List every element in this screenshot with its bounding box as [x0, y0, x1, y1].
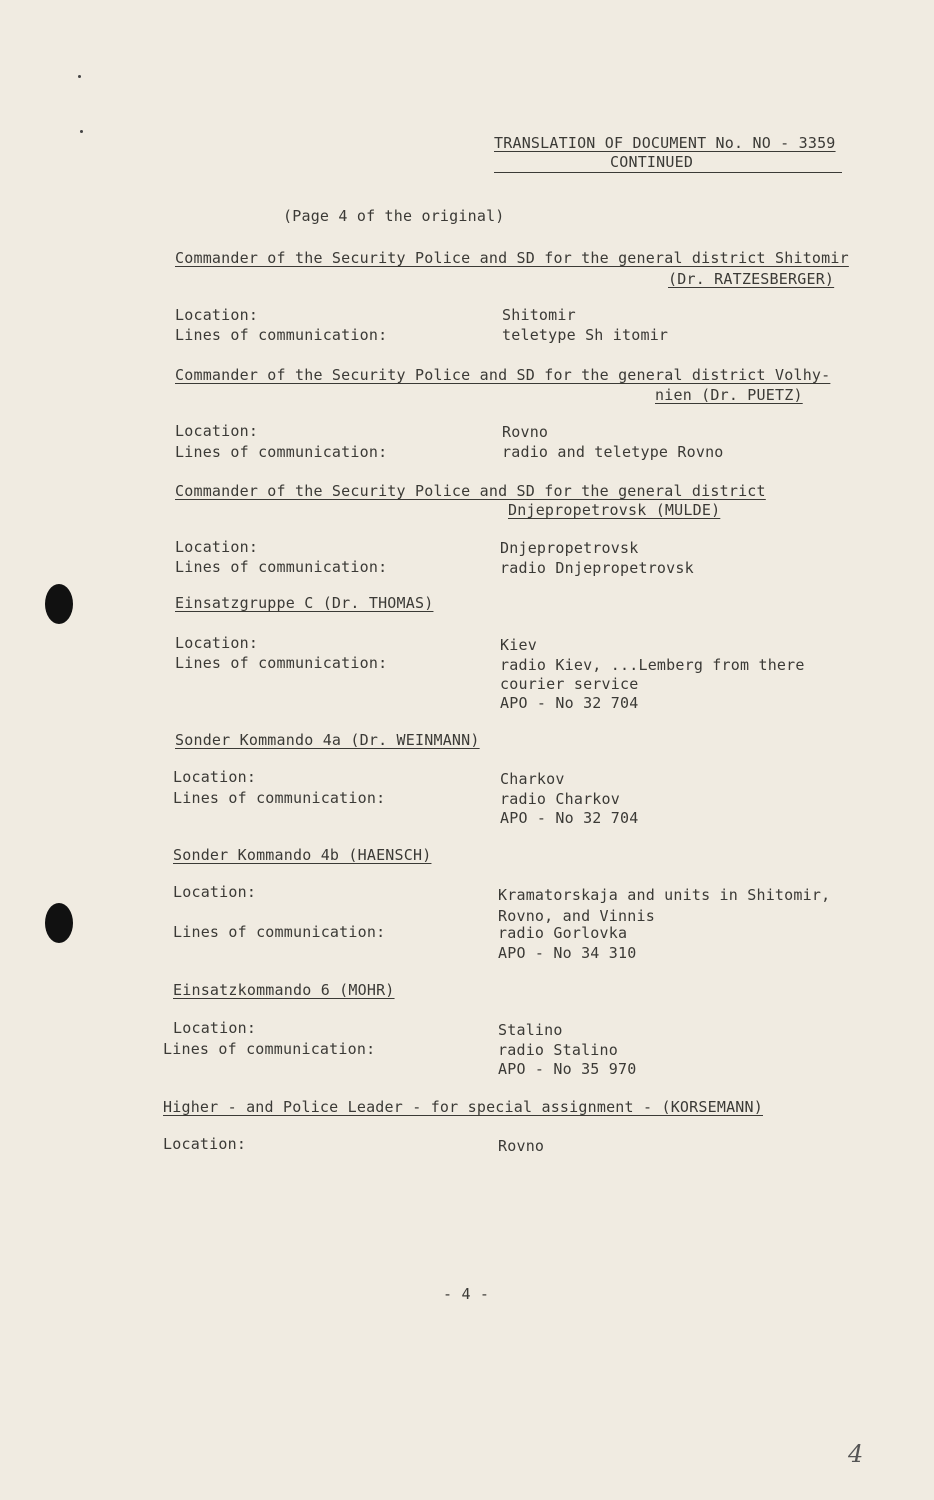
location-value: Charkov: [500, 770, 565, 788]
page-number: - 4 -: [443, 1285, 490, 1303]
location-value: Dnjepropetrovsk: [500, 539, 639, 557]
communication-value: radio Stalino: [498, 1041, 618, 1059]
communication-value: radio Charkov: [500, 790, 620, 808]
communication-value: radio Kiev, ...Lemberg from there: [500, 656, 805, 674]
location-label: Location:: [175, 422, 259, 440]
section-heading: Sonder Kommando 4a (Dr. WEINMANN): [175, 731, 480, 749]
location-label: Location:: [173, 768, 257, 786]
section-heading: Commander of the Security Police and SD for the general district Volhy-: [175, 366, 831, 384]
speck: [80, 130, 83, 133]
location-label: Location:: [173, 883, 257, 901]
communication-value: radio Dnjepropetrovsk: [500, 559, 694, 577]
speck: [78, 75, 81, 78]
section-heading: Higher - and Police Leader - for special assignment - (KORSEMANN): [163, 1098, 763, 1116]
section-heading: Einsatzgruppe C (Dr. THOMAS): [175, 594, 434, 612]
section-heading: Einsatzkommando 6 (MOHR): [173, 981, 395, 999]
location-label: Location:: [175, 306, 259, 324]
communication-label: Lines of communication:: [175, 558, 388, 576]
section-heading-name: nien (Dr. PUETZ): [655, 386, 803, 404]
location-label: Location:: [175, 538, 259, 556]
header-continued: CONTINUED: [610, 153, 694, 171]
communication-label: Lines of communication:: [163, 1040, 376, 1058]
location-value-line2: Rovno, and Vinnis: [498, 907, 655, 925]
communication-label: Lines of communication:: [175, 326, 388, 344]
header-title: TRANSLATION OF DOCUMENT No. NO - 3359: [494, 134, 836, 152]
location-value: Shitomir: [502, 306, 576, 324]
apo-number: APO - No 32 704: [500, 694, 639, 712]
communication-label: Lines of communication:: [175, 443, 388, 461]
apo-number: APO - No 35 970: [498, 1060, 637, 1078]
communication-value: radio and teletype Rovno: [502, 443, 724, 461]
section-heading: Sonder Kommando 4b (HAENSCH): [173, 846, 432, 864]
section-heading-name: (Dr. RATZESBERGER): [668, 270, 835, 288]
handwritten-page-number: 4: [848, 1440, 864, 1468]
punch-hole: [45, 903, 73, 943]
location-value: Rovno: [502, 423, 549, 441]
location-label: Location:: [163, 1135, 247, 1153]
apo-number: APO - No 34 310: [498, 944, 637, 962]
section-heading: Commander of the Security Police and SD for the general district: [175, 482, 766, 500]
communication-label: Lines of communication:: [173, 923, 386, 941]
header-rule: [494, 172, 842, 173]
communication-value-line2: courier service: [500, 675, 639, 693]
location-value: Kramatorskaja and units in Shitomir,: [498, 886, 831, 904]
location-value: Rovno: [498, 1137, 545, 1155]
punch-hole: [45, 584, 73, 624]
location-label: Location:: [173, 1019, 257, 1037]
location-label: Location:: [175, 634, 259, 652]
apo-number: APO - No 32 704: [500, 809, 639, 827]
section-heading: Commander of the Security Police and SD for the general district Shitomir: [175, 249, 849, 267]
location-value: Stalino: [498, 1021, 563, 1039]
communication-label: Lines of communication:: [175, 654, 388, 672]
communication-label: Lines of communication:: [173, 789, 386, 807]
communication-value: teletype Sh itomir: [502, 326, 669, 344]
section-heading-name: Dnjepropetrovsk (MULDE): [508, 501, 721, 519]
location-value: Kiev: [500, 636, 537, 654]
page-note: (Page 4 of the original): [283, 207, 505, 225]
communication-value: radio Gorlovka: [498, 924, 628, 942]
